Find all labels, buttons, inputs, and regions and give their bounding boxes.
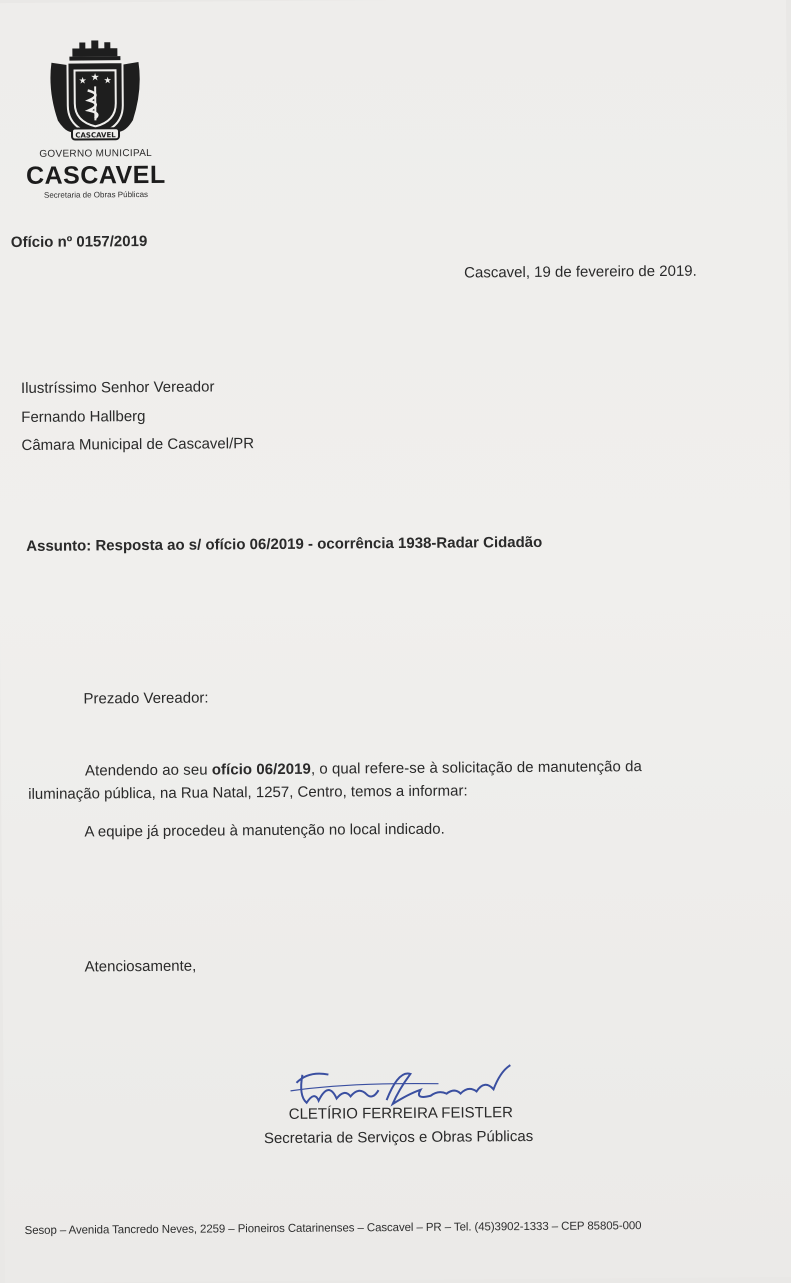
government-label: GOVERNO MUNICIPAL — [18, 148, 173, 160]
emblem-scroll-text: CASCAVEL — [75, 131, 116, 139]
signatory-name: CLETÍRIO FERREIRA FEISTLER — [289, 1104, 513, 1123]
body-paragraph-1-line-2: iluminação pública, na Rua Natal, 1257, Centro, temos a informar: — [28, 782, 468, 802]
coat-of-arms-icon — [47, 40, 143, 146]
recipient-institution: Câmara Municipal de Cascavel/PR — [21, 435, 254, 454]
recipient-title: Ilustríssimo Senhor Vereador — [21, 378, 215, 397]
signatory-title: Secretaria de Serviços e Obras Públicas — [264, 1128, 533, 1147]
svg-text:★: ★ — [79, 76, 87, 86]
svg-text:★: ★ — [104, 76, 112, 86]
subject-line: Assunto: Resposta ao s/ ofício 06/2019 - ocorrência 1938-Radar Cidadão — [26, 534, 542, 555]
body-paragraph-1 — [85, 758, 642, 779]
svg-text:★: ★ — [91, 72, 100, 83]
city-name: CASCAVEL — [18, 161, 173, 191]
body-text: , o qual refere-se à solicitação de manutenção da — [311, 758, 642, 778]
footer-address: Sesop – Avenida Tancredo Neves, 2259 – Pioneiros Catarinenses – Cascavel – PR – Tel. (45)3902-1333 – CEP 85805-000 — [25, 1220, 642, 1237]
body-paragraph-2: A equipe já procedeu à manutenção no local indicado. — [84, 821, 444, 841]
letterhead-logo — [17, 40, 173, 206]
date-line: Cascavel, 19 de fevereiro de 2019. — [464, 263, 697, 282]
document-reference: Ofício nº 0157/2019 — [11, 233, 148, 251]
body-text: Atendendo ao seu — [85, 761, 212, 779]
closing: Atenciosamente, — [84, 958, 196, 976]
department-label: Secretaria de Obras Públicas — [18, 190, 173, 200]
salutation: Prezado Vereador: — [83, 690, 208, 708]
body-bold-reference: ofício 06/2019 — [212, 761, 311, 779]
recipient-name: Fernando Hallberg — [21, 408, 145, 426]
